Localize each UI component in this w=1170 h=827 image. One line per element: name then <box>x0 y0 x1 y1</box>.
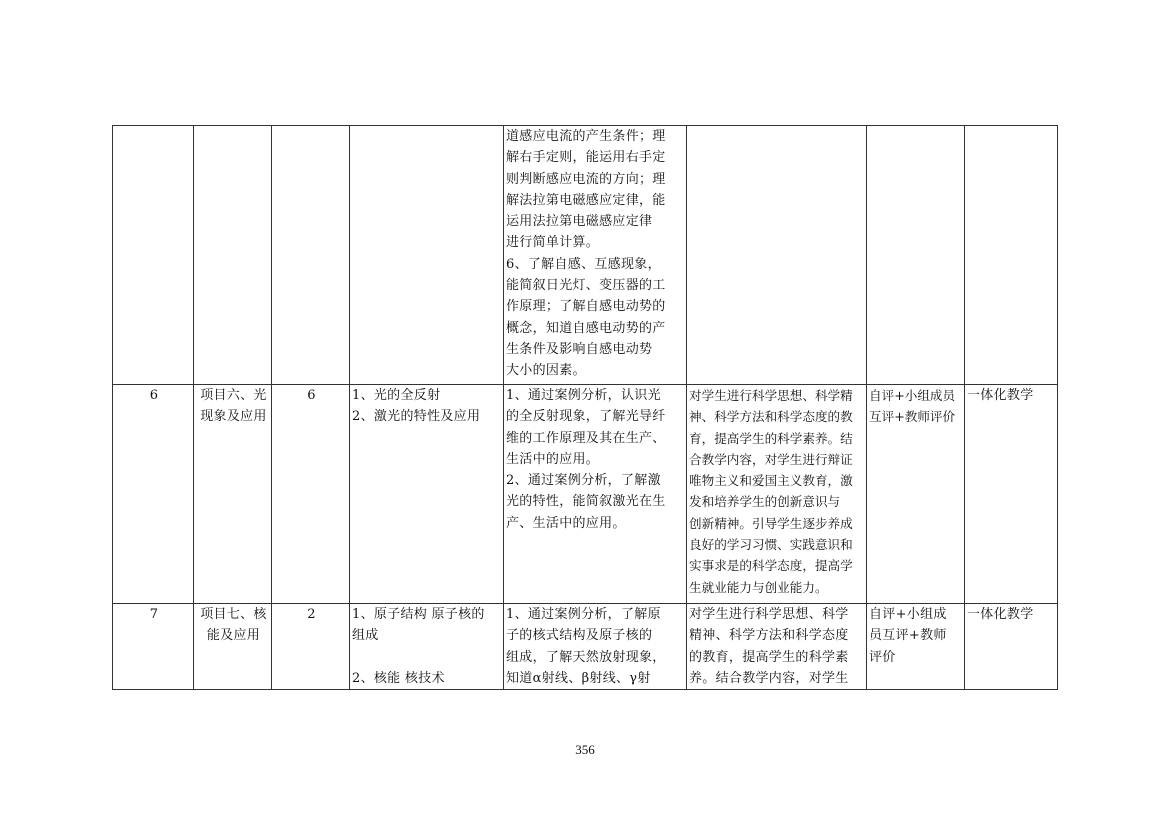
cell-objectives: 道感应电流的产生条件；理 解右手定则，能运用右手定 则判断感应电流的方向；理 解法拉第电磁感应定律，能 运用法拉第电磁感应定律 进行简单计算。 6、了解自感、互感现象， 能简叙日光灯、变压器的工 作原理；了解自感电动势的 概念，知道自感电动势的产 生条件及影响自感电动势 大小的因素。 <box>504 126 687 385</box>
cell-evaluation: 自评+小组成员 互评+教师评价 <box>867 385 965 604</box>
table-row <box>113 604 1058 690</box>
table-row <box>113 126 1058 385</box>
cell-ideology: 对学生进行科学思想、科学精 神、科学方法和科学态度的教 育，提高学生的科学素养。结 合教学内容，对学生进行辩证 唯物主义和爱国主义教育，激 发和培养学生的创新意识与 创新精神。引导学生逐步养成 良好的学习习惯、实践意识和 实事求是的科学态度，提高学 生就业能力与创业能力。 <box>687 385 867 604</box>
table-row <box>113 385 1058 604</box>
cell-no: 7 <box>113 604 194 690</box>
cell-evaluation: 自评+小组成 员互评+教师 评价 <box>867 604 965 690</box>
cell-method <box>965 126 1058 385</box>
cell-no <box>113 126 194 385</box>
cell-project: 项目六、光 现象及应用 <box>194 385 272 604</box>
cell-hours <box>272 126 350 385</box>
cell-objectives: 1、通过案例分析，了解原 子的核式结构及原子核的 组成，了解天然放射现象， 知道α射线、β射线、γ射 <box>504 604 687 690</box>
cell-content: 1、原子结构 原子核的 组成 2、核能 核技术 <box>350 604 504 690</box>
course-plan-table <box>112 125 1058 690</box>
cell-content: 1、光的全反射 2、激光的特性及应用 <box>350 385 504 604</box>
cell-project: 项目七、核 能及应用 <box>194 604 272 690</box>
cell-hours: 2 <box>272 604 350 690</box>
cell-ideology <box>687 126 867 385</box>
cell-ideology: 对学生进行科学思想、科学 精神、科学方法和科学态度 的教育，提高学生的科学素 养。结合教学内容，对学生 <box>687 604 867 690</box>
cell-method: 一体化教学 <box>965 385 1058 604</box>
cell-hours: 6 <box>272 385 350 604</box>
cell-no: 6 <box>113 385 194 604</box>
cell-method: 一体化教学 <box>965 604 1058 690</box>
cell-objectives: 1、通过案例分析，认识光 的全反射现象，了解光导纤 维的工作原理及其在生产、 生活中的应用。 2、通过案例分析，了解激 光的特性，能简叙激光在生 产、生活中的应用。 <box>504 385 687 604</box>
page-number: 356 <box>575 742 595 757</box>
cell-project <box>194 126 272 385</box>
cell-evaluation <box>867 126 965 385</box>
cell-content <box>350 126 504 385</box>
